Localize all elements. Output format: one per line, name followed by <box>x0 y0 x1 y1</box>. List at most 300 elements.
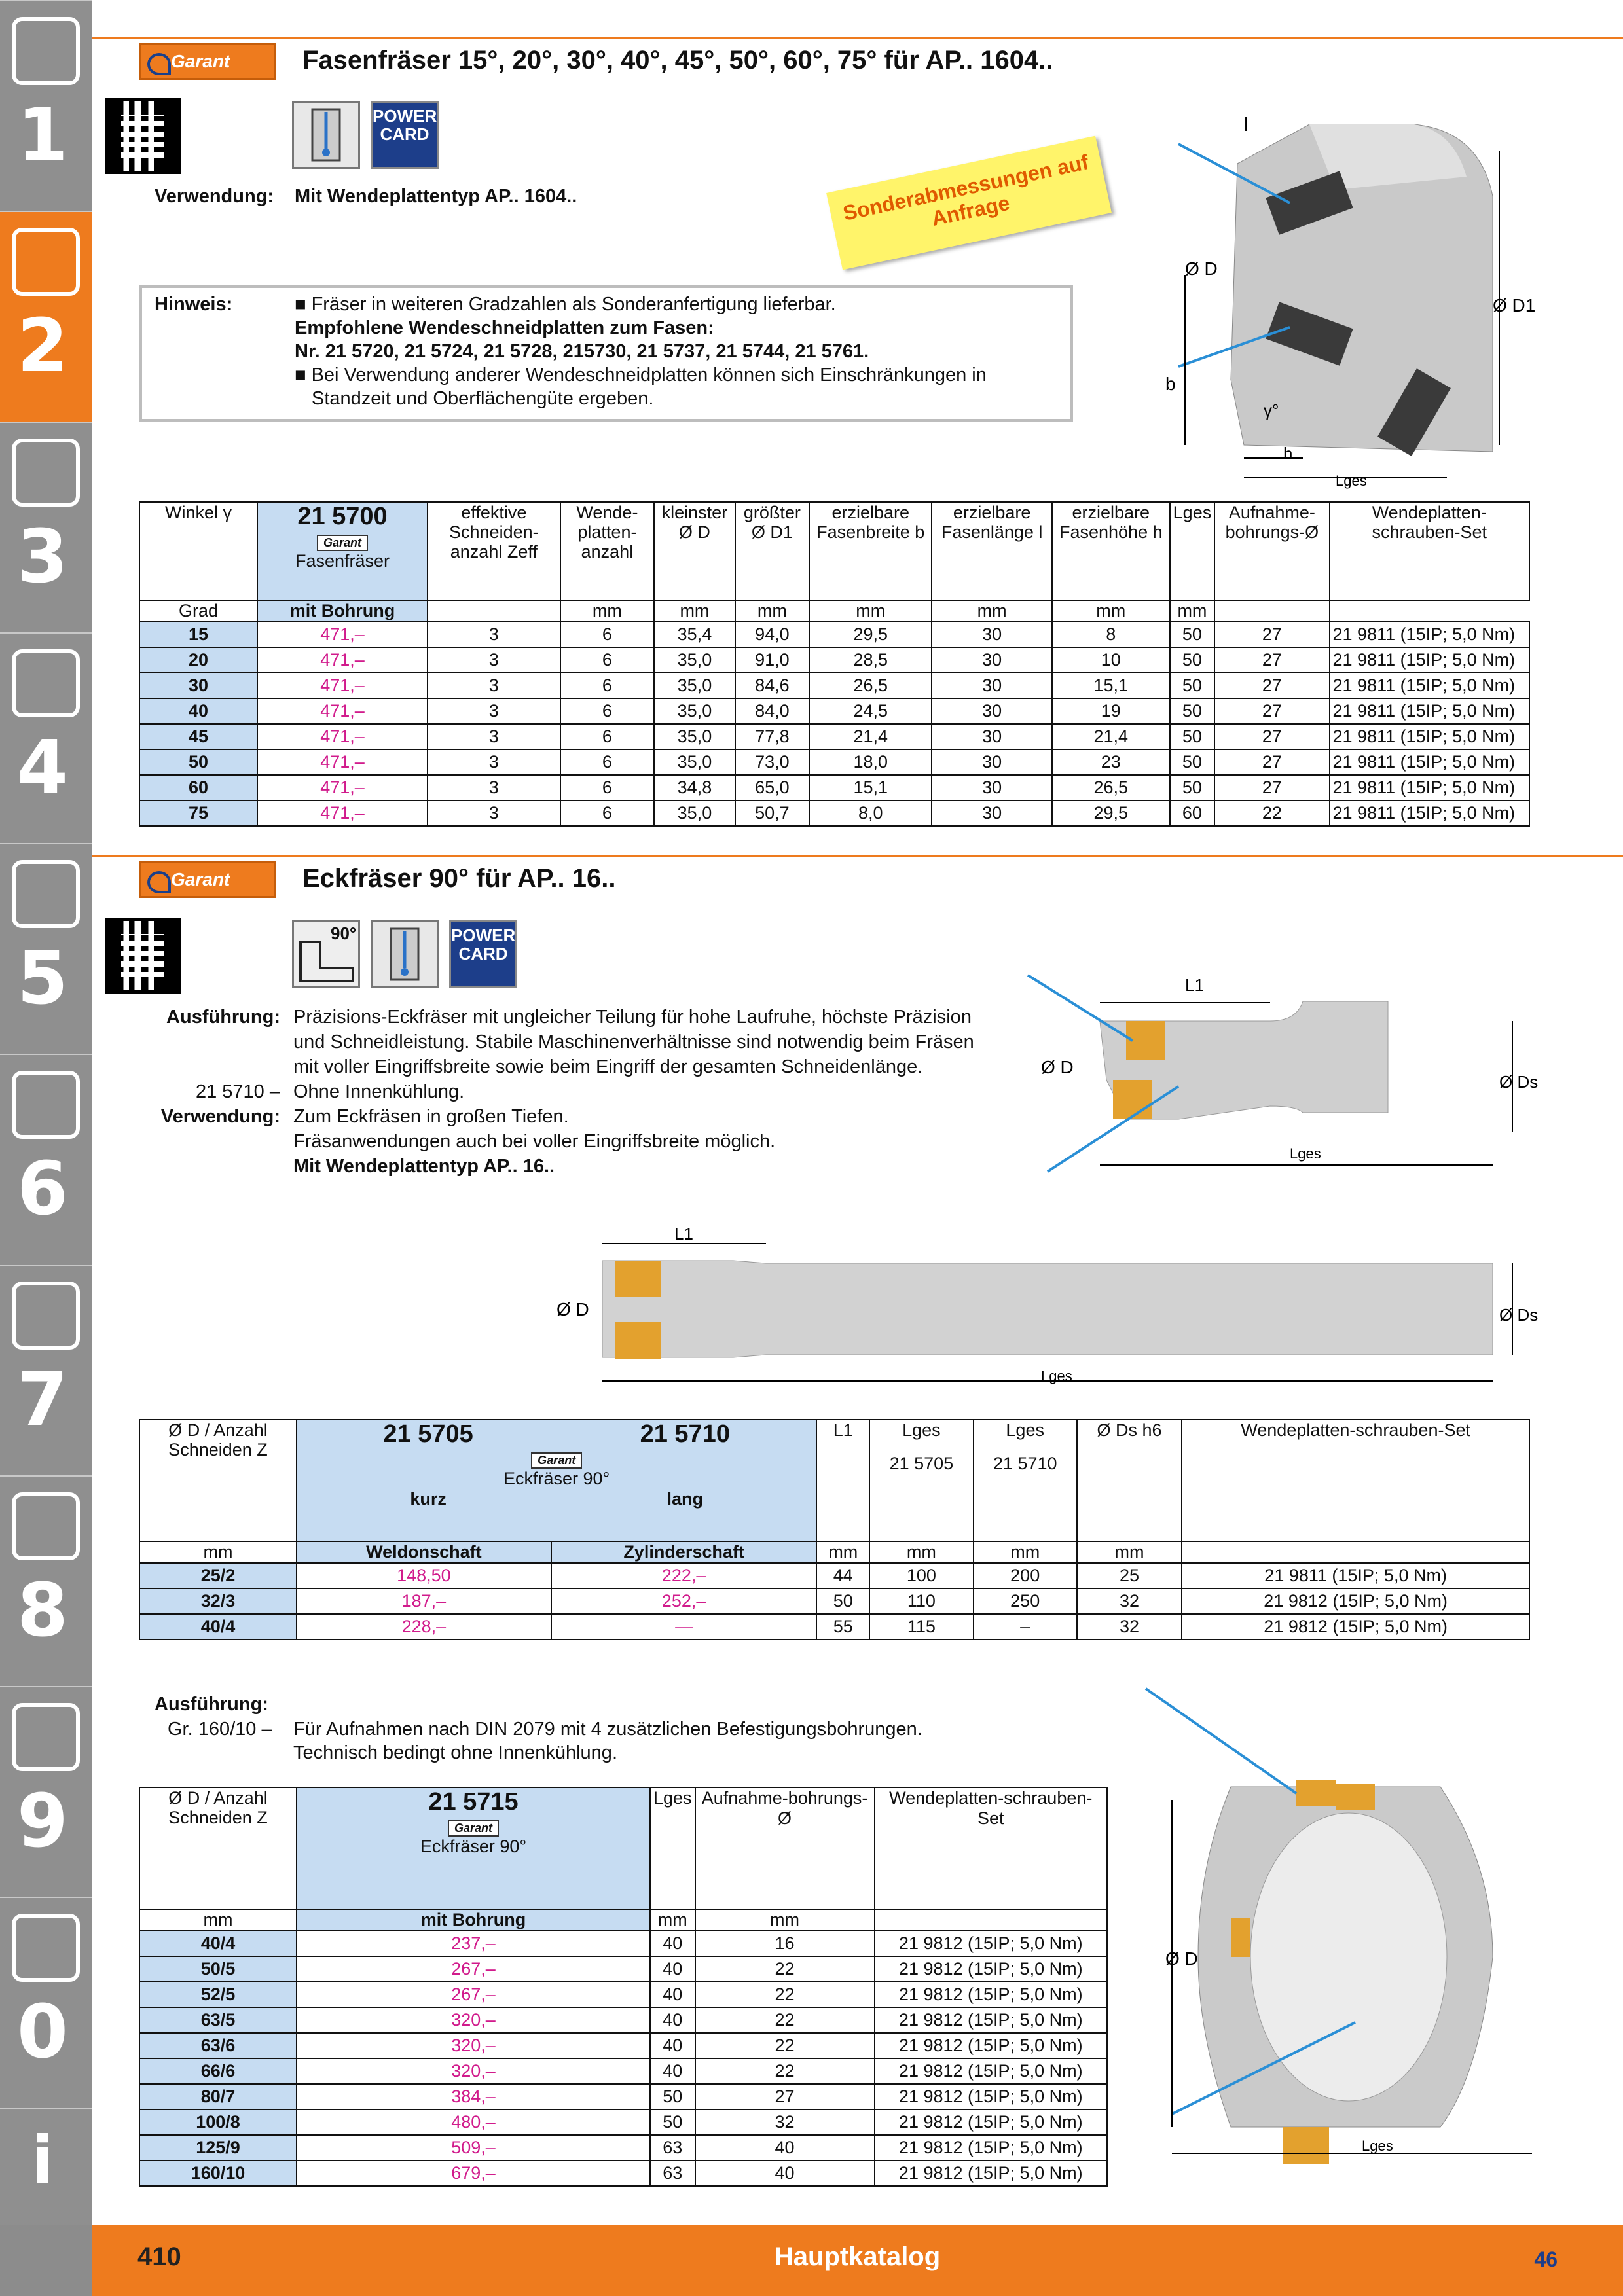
table-cell: 3 <box>428 724 560 749</box>
table-cell: 21 9812 (15IP; 5,0 Nm) <box>875 2084 1107 2109</box>
table-cell: 100/8 <box>139 2109 297 2135</box>
chapter-icon <box>12 439 80 507</box>
table-row[interactable] <box>139 724 1529 749</box>
table-cell: 40 <box>139 698 257 724</box>
table-cell: 15 <box>139 622 257 647</box>
table-header-row <box>139 1420 1529 1541</box>
sidebar-tab-3[interactable] <box>0 422 92 632</box>
dim-d: Ø D <box>556 1299 589 1319</box>
col-header: effektive Schneiden-anzahl Zeff <box>428 502 560 600</box>
chapter-icon <box>12 860 80 928</box>
table-cell: 6 <box>560 800 655 826</box>
table-cell: 21 9811 (15IP; 5,0 Nm) <box>1330 698 1530 724</box>
col-header: erzielbare Fasenlänge l <box>932 502 1052 600</box>
power-card-badge: POWER CARD <box>371 101 439 169</box>
table-cell: 40 <box>695 2135 875 2161</box>
unit-cell: mit Bohrung <box>257 600 428 622</box>
table-cell: 3 <box>428 647 560 673</box>
usage-label: Verwendung: <box>155 186 274 207</box>
table-cell: 63 <box>650 2135 695 2161</box>
dim-b: b <box>1165 374 1176 394</box>
table-cell: 471,– <box>257 647 428 673</box>
hint-line: ■ Fräser in weiteren Gradzahlen als Sonderanfertigung lieferbar. <box>295 294 836 315</box>
sidebar-tab-0[interactable] <box>0 1897 92 2108</box>
table-cell: 30 <box>139 673 257 698</box>
table-cell: 50 <box>816 1588 869 1614</box>
table-cell: 65,0 <box>735 775 809 800</box>
table-cell: 21 9812 (15IP; 5,0 Nm) <box>875 1931 1107 1956</box>
table-cell: 29,5 <box>1052 800 1170 826</box>
table-row[interactable] <box>139 1563 1529 1588</box>
col-header: erzielbare Fasenbreite b <box>809 502 932 600</box>
sidebar-tab-8[interactable] <box>0 1475 92 1686</box>
units-row <box>139 1909 1107 1931</box>
garant-logo: Garant <box>139 861 276 898</box>
hint-line: ■ Bei Verwendung anderer Wendeschneidplatten können sich Einschränkungen in <box>295 365 987 386</box>
dim-h: h <box>1283 444 1293 463</box>
table-cell: 27 <box>1214 724 1329 749</box>
end-mill-table <box>139 1419 1530 1640</box>
garant-logo: Garant <box>317 535 368 551</box>
col-header: erzielbare Fasenhöhe h <box>1052 502 1170 600</box>
table-cell: 22 <box>1214 800 1329 826</box>
dim-lges: Lges <box>1290 1145 1321 1162</box>
unit-cell: mm <box>735 600 809 622</box>
table-cell: 50,7 <box>735 800 809 826</box>
table-cell: 21 9811 (15IP; 5,0 Nm) <box>1330 622 1530 647</box>
table-cell: 32 <box>1077 1588 1182 1614</box>
sidebar-tab-6[interactable] <box>0 1054 92 1265</box>
table-cell: 30 <box>932 775 1052 800</box>
chapter-icon <box>12 1282 80 1350</box>
table-cell: — <box>551 1614 817 1640</box>
table-row[interactable] <box>139 1931 1107 1956</box>
table-cell: 27 <box>1214 749 1329 775</box>
table-cell: 471,– <box>257 673 428 698</box>
chapter-number: 9 <box>17 1779 68 1864</box>
table-cell: 50 <box>650 2109 695 2135</box>
chapter-number: 0 <box>17 1990 68 2075</box>
table-cell: 77,8 <box>735 724 809 749</box>
unit-cell: mm <box>650 1909 695 1931</box>
article-header <box>297 1420 816 1541</box>
table-cell: 40 <box>650 1956 695 1982</box>
table-cell: 30 <box>932 724 1052 749</box>
table-cell: 6 <box>560 647 655 673</box>
spec-text: Zum Eckfräsen in großen Tiefen. <box>293 1106 569 1127</box>
corner-90-icon: 90° <box>292 920 360 988</box>
table-cell: 63 <box>650 2161 695 2186</box>
unit-cell: mm <box>139 1909 297 1931</box>
col-header: Lges <box>1170 502 1215 600</box>
chapter-icon <box>12 1492 80 1560</box>
sidebar-tab-7[interactable] <box>0 1265 92 1475</box>
table-cell: 50 <box>1170 698 1215 724</box>
table-cell: 160/10 <box>139 2161 297 2186</box>
chapter-icon <box>12 228 80 296</box>
table-cell: 267,– <box>297 1956 650 1982</box>
table-row[interactable] <box>139 2084 1107 2109</box>
spec-label: 21 5710 – <box>195 1081 280 1102</box>
table-row[interactable] <box>139 749 1529 775</box>
spec-text: Fräsanwendungen auch bei voller Eingriffsbreite möglich. <box>293 1131 776 1152</box>
unit-cell: mm <box>1170 600 1215 622</box>
unit-cell: Zylinderschaft <box>551 1541 817 1563</box>
usage-value: Mit Wendeplattentyp AP.. 1604.. <box>295 186 577 207</box>
dim-d: Ø D <box>1185 259 1218 279</box>
sidebar-tab-9[interactable] <box>0 1686 92 1897</box>
table-cell: 21 9812 (15IP; 5,0 Nm) <box>875 1956 1107 1982</box>
table-cell: 23 <box>1052 749 1170 775</box>
table-cell: 384,– <box>297 2084 650 2109</box>
dim-lges: Lges <box>1362 2138 1393 2154</box>
table-row[interactable] <box>139 2161 1107 2186</box>
face-mill-drawing <box>1126 1669 1571 2166</box>
table-cell: 35,4 <box>654 622 735 647</box>
col-header: Ø D / Anzahl Schneiden Z <box>139 1787 297 1909</box>
sidebar-tab-i[interactable] <box>0 2108 92 2225</box>
table-cell: 30 <box>932 622 1052 647</box>
table-cell: 471,– <box>257 775 428 800</box>
table-cell: 125/9 <box>139 2135 297 2161</box>
table-cell: 30 <box>932 673 1052 698</box>
table-row[interactable] <box>139 775 1529 800</box>
table-cell: 21 9811 (15IP; 5,0 Nm) <box>1182 1563 1529 1588</box>
sidebar-tab-4[interactable] <box>0 632 92 843</box>
table-cell: 29,5 <box>809 622 932 647</box>
unit-cell: mit Bohrung <box>297 1909 650 1931</box>
unit-cell: mm <box>869 1541 973 1563</box>
table-cell: 27 <box>695 2084 875 2109</box>
end-mill-long-drawing <box>550 1217 1558 1401</box>
table-cell: 8 <box>1052 622 1170 647</box>
table-cell: 21 9811 (15IP; 5,0 Nm) <box>1330 800 1530 826</box>
table-cell: 115 <box>869 1614 973 1640</box>
sidebar-tab-1[interactable] <box>0 0 92 211</box>
table-cell: 471,– <box>257 800 428 826</box>
table-cell: 75 <box>139 800 257 826</box>
unit-cell <box>428 600 560 622</box>
table-cell: 21,4 <box>809 724 932 749</box>
table-cell: 22 <box>695 1956 875 1982</box>
table-cell: 21 9812 (15IP; 5,0 Nm) <box>875 2135 1107 2161</box>
table-cell: 60 <box>1170 800 1215 826</box>
table-cell: 27 <box>1214 622 1329 647</box>
size-label: Gr. 160/10 – <box>168 1719 272 1740</box>
table-cell: 10 <box>1052 647 1170 673</box>
unit-cell: Weldonschaft <box>297 1541 551 1563</box>
col-header: Wendeplatten-schrauben-Set <box>1182 1420 1529 1541</box>
variant-short: kurz <box>410 1489 447 1509</box>
table-row[interactable] <box>139 1956 1107 1982</box>
units-row <box>139 1541 1529 1563</box>
table-cell: 6 <box>560 775 655 800</box>
table-cell: 679,– <box>297 2161 650 2186</box>
table-cell: 16 <box>695 1931 875 1956</box>
chapter-number: 2 <box>17 304 68 389</box>
table-cell: 27 <box>1214 698 1329 724</box>
sidebar-tab-5[interactable] <box>0 843 92 1054</box>
chapter-number: 8 <box>17 1568 68 1653</box>
chapter-number: 5 <box>17 936 68 1021</box>
table-row[interactable] <box>139 1982 1107 2007</box>
table-cell: 40 <box>650 1982 695 2007</box>
table-cell: 3 <box>428 775 560 800</box>
table-row[interactable] <box>139 1614 1529 1640</box>
table-cell: 40/4 <box>139 1931 297 1956</box>
table-cell: 35,0 <box>654 698 735 724</box>
variant-name: Eckfräser 90° <box>420 1837 527 1856</box>
dim-d1: Ø D1 <box>1493 295 1536 315</box>
table-cell: 200 <box>974 1563 1077 1588</box>
variant-name: Fasenfräser <box>295 551 390 571</box>
table-cell: 21 9811 (15IP; 5,0 Nm) <box>1330 647 1530 673</box>
chapter-sidebar <box>0 0 92 2296</box>
col-header: Wendeplatten-schrauben-Set <box>875 1787 1107 1909</box>
table-cell: 22 <box>695 2058 875 2084</box>
table-cell: 15,1 <box>1052 673 1170 698</box>
table-cell: 40/4 <box>139 1614 297 1640</box>
table-cell: 50 <box>1170 724 1215 749</box>
table-cell: 148,50 <box>297 1563 551 1588</box>
table-cell: 26,5 <box>1052 775 1170 800</box>
unit-cell: mm <box>139 1541 297 1563</box>
table-cell: 35,0 <box>654 749 735 775</box>
chapter-icon <box>12 1914 80 1982</box>
table-cell: – <box>974 1614 1077 1640</box>
table-cell: 32 <box>695 2109 875 2135</box>
unit-cell: mm <box>932 600 1052 622</box>
spec-text: Ohne Innenkühlung. <box>293 1081 465 1102</box>
table-cell: 27 <box>1214 775 1329 800</box>
dim-l1: L1 <box>674 1224 693 1244</box>
table-cell: 25 <box>1077 1563 1182 1588</box>
page-footer <box>92 2225 1623 2296</box>
unit-cell: mm <box>974 1541 1077 1563</box>
table-cell: 50 <box>650 2084 695 2109</box>
table-cell: 252,– <box>551 1588 817 1614</box>
table-cell: 15,1 <box>809 775 932 800</box>
col-header: Wendeplatten-schrauben-Set <box>1330 502 1530 600</box>
qr-code-icon[interactable] <box>105 98 181 174</box>
table-cell: 40 <box>695 2161 875 2186</box>
table-cell: 21,4 <box>1052 724 1170 749</box>
table-cell: 21 9811 (15IP; 5,0 Nm) <box>1330 724 1530 749</box>
article-header <box>297 1787 650 1909</box>
table-cell: 20 <box>139 647 257 673</box>
table-cell: 30 <box>932 698 1052 724</box>
col-header: Lges 21 5710 <box>974 1420 1077 1541</box>
table-cell: 3 <box>428 698 560 724</box>
chamfer-mill-table <box>139 501 1530 827</box>
table-cell: 21 9811 (15IP; 5,0 Nm) <box>1330 775 1530 800</box>
table-cell: 28,5 <box>809 647 932 673</box>
col-header: größter Ø D1 <box>735 502 809 600</box>
table-cell: 21 9812 (15IP; 5,0 Nm) <box>1182 1614 1529 1640</box>
table-cell: 3 <box>428 800 560 826</box>
spec-text: Präzisions-Eckfräser mit ungleicher Teilung für hohe Laufruhe, höchste Präzision <box>293 1007 972 1028</box>
dim-ds: Ø Ds <box>1499 1305 1539 1325</box>
table-cell: 50 <box>139 749 257 775</box>
qr-code-icon[interactable] <box>105 918 181 994</box>
table-cell: 471,– <box>257 698 428 724</box>
table-cell: 94,0 <box>735 622 809 647</box>
table-row[interactable] <box>139 647 1529 673</box>
table-cell: 50 <box>1170 775 1215 800</box>
unit-cell: mm <box>809 600 932 622</box>
table-cell: 509,– <box>297 2135 650 2161</box>
table-row[interactable] <box>139 2109 1107 2135</box>
table-row[interactable] <box>139 800 1529 826</box>
table-cell: 471,– <box>257 724 428 749</box>
dim-l: l <box>1244 114 1249 135</box>
chapter-icon <box>12 649 80 717</box>
table-cell: 320,– <box>297 2033 650 2058</box>
variant-name: Eckfräser 90° <box>503 1469 610 1488</box>
table-cell: 6 <box>560 673 655 698</box>
special-dimensions-note: Sonderabmessungen auf Anfrage <box>826 136 1112 270</box>
table-row[interactable] <box>139 622 1529 647</box>
table-cell: 26,5 <box>809 673 932 698</box>
table-cell: 27 <box>1214 673 1329 698</box>
table-cell: 21 9811 (15IP; 5,0 Nm) <box>1330 673 1530 698</box>
col-header: Aufnahme-bohrungs-Ø <box>695 1787 875 1909</box>
table-cell: 100 <box>869 1563 973 1588</box>
table-cell: 40 <box>650 1931 695 1956</box>
page-number: 410 <box>137 2242 181 2271</box>
table-cell: 27 <box>1214 647 1329 673</box>
article-number: 21 5715 <box>428 1788 519 1816</box>
table-cell: 21 9812 (15IP; 5,0 Nm) <box>875 1982 1107 2007</box>
table-cell: 63/5 <box>139 2007 297 2033</box>
chapter-number: 3 <box>17 514 68 600</box>
table-cell: 228,– <box>297 1614 551 1640</box>
table-cell: 50 <box>1170 673 1215 698</box>
table-row[interactable] <box>139 673 1529 698</box>
spec-text: Mit Wendeplattentyp AP.. 16.. <box>293 1156 555 1177</box>
article-number: 21 5710 <box>640 1420 730 1448</box>
table-cell: 44 <box>816 1563 869 1588</box>
article-number: 21 5705 <box>383 1420 473 1448</box>
table-cell: 50 <box>1170 622 1215 647</box>
dim-ds: Ø Ds <box>1499 1072 1539 1092</box>
table-cell: 55 <box>816 1614 869 1640</box>
hint-label: Hinweis: <box>155 294 233 315</box>
table-row[interactable] <box>139 2033 1107 2058</box>
table-cell: 21 9811 (15IP; 5,0 Nm) <box>1330 749 1530 775</box>
table-cell: 22 <box>695 2007 875 2033</box>
table-cell: 21 9812 (15IP; 5,0 Nm) <box>875 2109 1107 2135</box>
table-row[interactable] <box>139 2007 1107 2033</box>
unit-cell: mm <box>654 600 735 622</box>
table-cell: 6 <box>560 749 655 775</box>
table-cell: 34,8 <box>654 775 735 800</box>
table-cell: 18,0 <box>809 749 932 775</box>
table-cell: 6 <box>560 724 655 749</box>
col-header: kleinster Ø D <box>654 502 735 600</box>
table-cell: 471,– <box>257 622 428 647</box>
table-cell: 73,0 <box>735 749 809 775</box>
table-row[interactable] <box>139 698 1529 724</box>
table-cell: 320,– <box>297 2058 650 2084</box>
table-cell: 237,– <box>297 1931 650 1956</box>
table-cell: 471,– <box>257 749 428 775</box>
table-cell: 21 9812 (15IP; 5,0 Nm) <box>875 2033 1107 2058</box>
col-header: Aufnahme-bohrungs-Ø <box>1214 502 1329 600</box>
table-cell: 3 <box>428 673 560 698</box>
variant-long: lang <box>666 1489 704 1509</box>
table-cell: 40 <box>650 2058 695 2084</box>
table-row[interactable] <box>139 2058 1107 2084</box>
dim-d: Ø D <box>1041 1057 1074 1077</box>
table-cell: 84,6 <box>735 673 809 698</box>
table-cell: 222,– <box>551 1563 817 1588</box>
table-cell: 250 <box>974 1588 1077 1614</box>
hint-line: Empfohlene Wendeschneidplatten zum Fasen: <box>295 317 714 338</box>
dim-d: Ø D <box>1165 1948 1198 1969</box>
dim-gamma: γ° <box>1264 401 1279 420</box>
garant-logo: Garant <box>531 1452 582 1469</box>
table-header-row <box>139 502 1529 600</box>
table-cell: 40 <box>650 2007 695 2033</box>
chapter-icon <box>12 17 80 85</box>
table-cell: 66/6 <box>139 2058 297 2084</box>
table-cell: 60 <box>139 775 257 800</box>
face-mill-table <box>139 1787 1108 2187</box>
table-cell: 21 9812 (15IP; 5,0 Nm) <box>1182 1588 1529 1614</box>
table-cell: 32 <box>1077 1614 1182 1640</box>
chapter-number: 1 <box>17 93 68 178</box>
table-cell: 32/3 <box>139 1588 297 1614</box>
table-cell: 35,0 <box>654 647 735 673</box>
chapter-number: 4 <box>17 725 68 810</box>
unit-cell: mm <box>1077 1541 1182 1563</box>
table-cell: 6 <box>560 698 655 724</box>
col-header: Ø D / Anzahl Schneiden Z <box>139 1420 297 1541</box>
catalog-name: Hauptkatalog <box>774 2242 941 2271</box>
chapter-number: 7 <box>17 1357 68 1443</box>
spec-text: und Schneidleistung. Stabile Maschinenverhältnisse sind notwendig beim Fräsen <box>293 1031 974 1052</box>
chapter-number: i <box>31 2122 54 2198</box>
table-cell: 35,0 <box>654 724 735 749</box>
power-card-badge: POWER CARD <box>449 920 517 988</box>
unit-cell: mm <box>560 600 655 622</box>
table-cell: 25/2 <box>139 1563 297 1588</box>
sidebar-tab-2[interactable] <box>0 211 92 422</box>
table-cell: 45 <box>139 724 257 749</box>
spec-label: Ausführung: <box>166 1007 280 1028</box>
chamfer-mill-drawing <box>1139 105 1545 497</box>
dim-lges: Lges <box>1336 473 1367 489</box>
col-header: Wende-platten-anzahl <box>560 502 655 600</box>
table-cell: 187,– <box>297 1588 551 1614</box>
table-cell: 19 <box>1052 698 1170 724</box>
col-header: Lges <box>650 1787 695 1909</box>
table-row[interactable] <box>139 1588 1529 1614</box>
execution-label: Ausführung: <box>155 1694 268 1715</box>
section2-title: Eckfräser 90° für AP.. 16.. <box>302 864 616 893</box>
unit-cell <box>875 1909 1107 1931</box>
table-row[interactable] <box>139 2135 1107 2161</box>
table-cell: 30 <box>932 647 1052 673</box>
spec-text: mit voller Eingriffsbreite sowie beim Eingriff der gesamten Schneidenlänge. <box>293 1056 923 1077</box>
table-cell: 30 <box>932 749 1052 775</box>
col-header: Winkel γ <box>139 502 257 600</box>
table-cell: 80/7 <box>139 2084 297 2109</box>
unit-cell <box>1182 1541 1529 1563</box>
spec-label: Verwendung: <box>160 1106 280 1127</box>
table-cell: 84,0 <box>735 698 809 724</box>
